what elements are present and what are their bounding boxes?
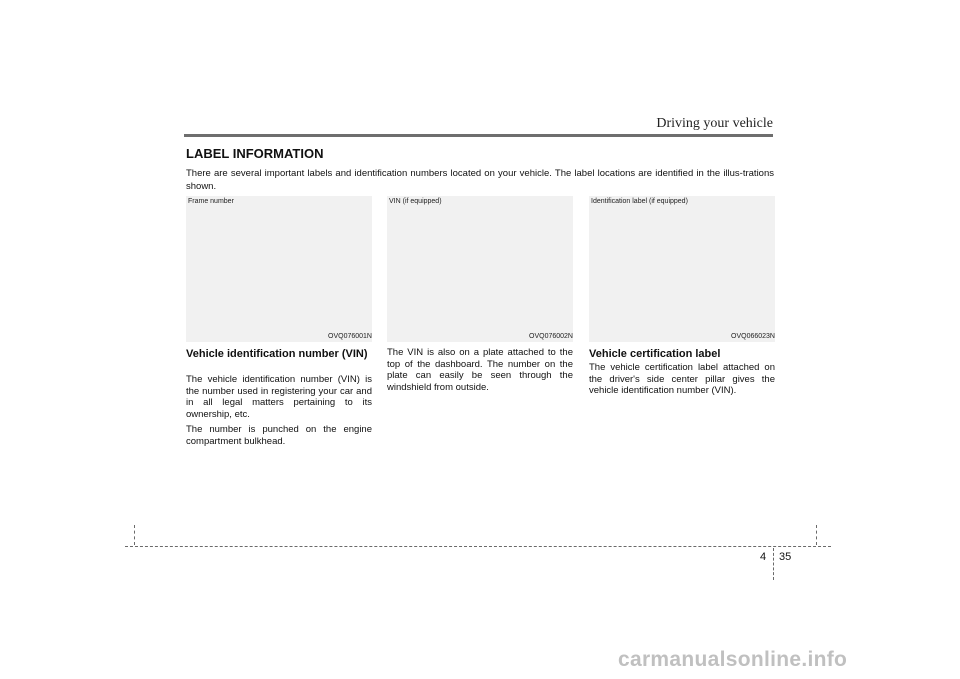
section-title: Driving your vehicle <box>656 116 773 131</box>
watermark: carmanualsonline.info <box>618 648 848 671</box>
paragraph: The number is punched on the engine compartment bulkhead. <box>186 424 372 447</box>
chapter-number: 4 <box>760 551 767 563</box>
figure-code: OVQ066023N <box>731 333 775 340</box>
figure-identification-label <box>589 196 775 342</box>
page-heading: LABEL INFORMATION <box>186 146 324 161</box>
footer-divider <box>125 546 831 547</box>
crop-mark <box>134 525 135 545</box>
figure-code: OVQ076001N <box>328 333 372 340</box>
paragraph: The vehicle identification number (VIN) is the number used in registering your car and in all legal matters pertaining to its ownership, etc. <box>186 374 372 420</box>
figure-frame-number <box>186 196 372 342</box>
page-number: 35 <box>779 551 792 563</box>
left-column-text <box>186 374 372 451</box>
paragraph: The VIN is also on a plate attached to the top of the dashboard. The number on the plate can easily be seen through the windshield from outside. <box>387 347 573 393</box>
figure-code: OVQ076002N <box>529 333 573 340</box>
intro-paragraph: There are several important labels and identification numbers located on your vehicle. The label locations are identified in the illus-trations shown. <box>186 168 774 192</box>
figure-label: VIN (if equipped) <box>389 198 442 205</box>
page-number-separator <box>773 548 774 580</box>
subheading-certification: Vehicle certification label <box>589 348 721 360</box>
figure-label: Frame number <box>188 198 234 205</box>
subheading-vin: Vehicle identification number (VIN) <box>186 348 368 360</box>
figure-label: Identification label (if equipped) <box>591 198 688 205</box>
figure-vin <box>387 196 573 342</box>
middle-column-text <box>387 347 573 397</box>
paragraph: The vehicle certification label attached on the driver's side center pillar gives the vehicle identification number (VIN). <box>589 362 775 396</box>
header-divider <box>184 134 773 137</box>
right-column-text <box>589 362 775 401</box>
crop-mark <box>816 525 817 545</box>
